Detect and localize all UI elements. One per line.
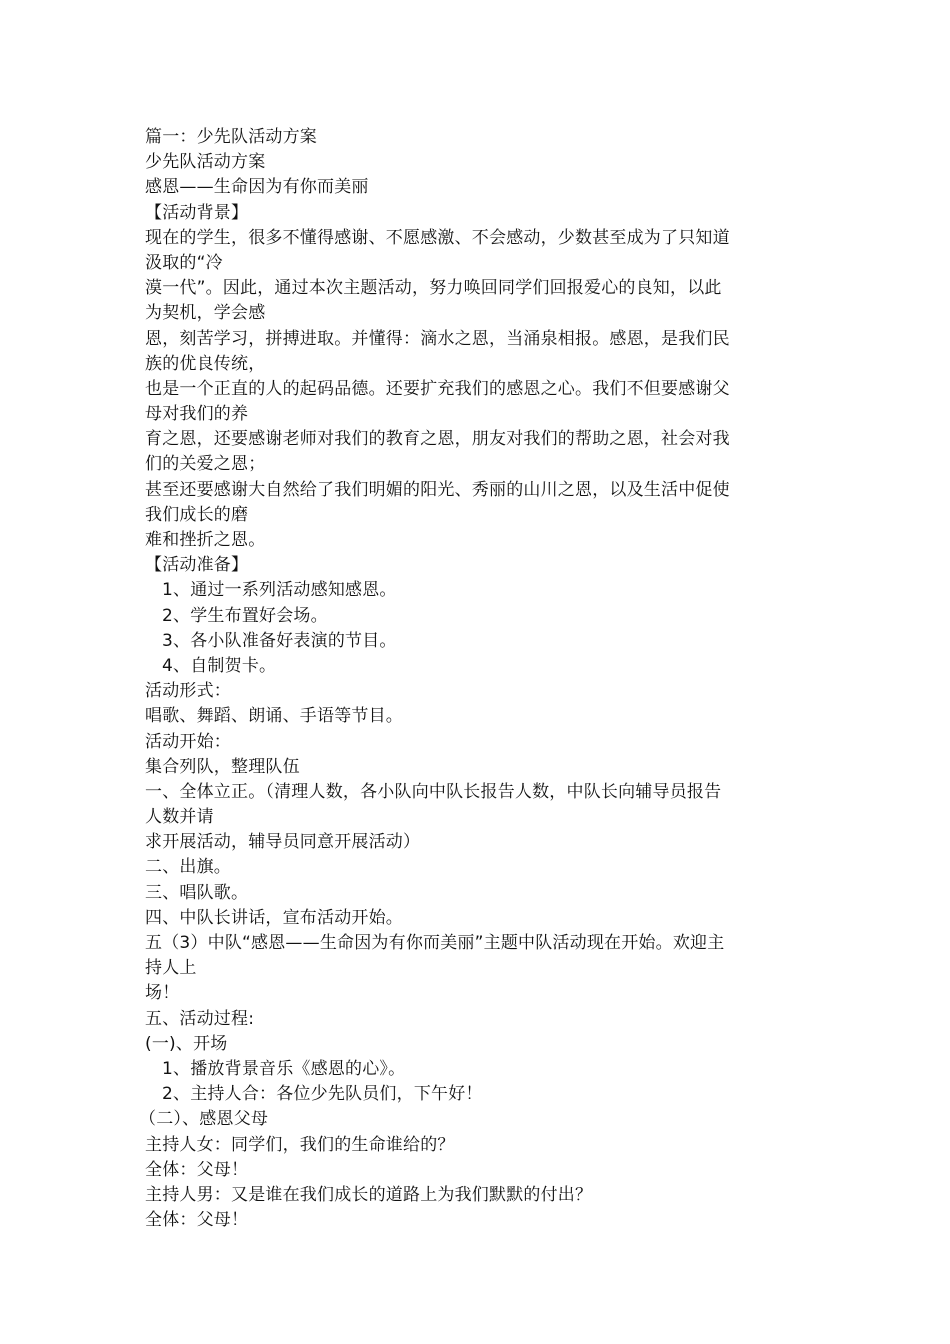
paragraph-line: 汲取的“冷: [145, 252, 223, 273]
paragraph-line: 集合列队，整理队伍: [145, 756, 300, 777]
paragraph-line: 四、中队长讲话，宣布活动开始。: [145, 907, 403, 928]
dialogue-line: 主持人男：又是谁在我们成长的道路上为我们默默的付出？: [145, 1184, 593, 1205]
list-item: 4、自制贺卡。: [162, 655, 277, 676]
paragraph-line: 为契机，学会感: [145, 303, 266, 324]
section-label-format: 活动形式：: [145, 681, 231, 702]
doc-title: 少先队活动方案: [145, 152, 266, 173]
paragraph-line: 甚至还要感谢大自然给了我们明媚的阳光、秀丽的山川之恩，以及生活中促使: [145, 479, 730, 500]
section-label-process: 五、活动过程:: [145, 1008, 255, 1029]
paragraph-line: 三、唱队歌。: [145, 882, 249, 903]
doc-subtitle: 感恩——生命因为有你而美丽: [145, 177, 369, 198]
subsection-heading: （二）、感恩父母: [139, 1109, 269, 1130]
paragraph-line: 育之恩，还要感谢老师对我们的教育之恩，朋友对我们的帮助之恩，社会对我: [145, 429, 730, 450]
subsection-heading: (一)、开场: [145, 1033, 228, 1054]
paragraph-line: 唱歌、舞蹈、朗诵、手语等节目。: [145, 706, 403, 727]
dialogue-line: 全体：父母！: [145, 1210, 249, 1231]
dialogue-line: 主持人女：同学们，我们的生命谁给的？: [145, 1134, 455, 1155]
paragraph-line: 一、全体立正。（清理人数，各小队向中队长报告人数，中队长向辅导员报告: [145, 781, 722, 802]
paragraph-line: 恩，刻苦学习，拼搏进取。并懂得：滴水之恩，当涌泉相报。感恩，是我们民: [145, 328, 730, 349]
list-item: 1、通过一系列活动感知感恩。: [162, 580, 397, 601]
paragraph-line: 五（3）中队“感恩——生命因为有你而美丽”主题中队活动现在开始。欢迎主: [145, 933, 725, 953]
paragraph-line: 人数并请: [145, 807, 214, 828]
paragraph-line: 持人上: [145, 958, 197, 979]
paragraph-line: 漠一代”。因此，通过本次主题活动，努力唤回同学们回报爱心的良知，以此: [145, 278, 722, 299]
list-item: 2、主持人合：各位少先队员们，下午好！: [162, 1084, 483, 1105]
paragraph-line: 难和挫折之恩。: [145, 530, 266, 550]
section-label-start: 活动开始：: [145, 731, 231, 752]
paragraph-line: 二、出旗。: [145, 857, 231, 878]
paragraph-line: 求开展活动，辅导员同意开展活动）: [145, 832, 421, 853]
paragraph-line: 现在的学生，很多不懂得感谢、不愿感激、不会感动，少数甚至成为了只知道: [145, 227, 730, 248]
paragraph-line: 我们成长的磨: [145, 504, 249, 525]
paragraph-line: 族的优良传统，: [145, 353, 266, 374]
section-heading-background: 【活动背景】: [145, 202, 249, 223]
paragraph-line: 也是一个正直的人的起码品德。还要扩充我们的感恩之心。我们不但要感谢父: [145, 378, 730, 399]
paragraph-line: 场！: [145, 983, 180, 1004]
doc-heading: 篇一：少先队活动方案: [145, 127, 317, 147]
list-item: 3、各小队准备好表演的节目。: [162, 630, 397, 651]
dialogue-line: 全体：父母！: [145, 1159, 249, 1180]
section-heading-preparation: 【活动准备】: [145, 555, 249, 576]
paragraph-line: 母对我们的养: [145, 404, 249, 425]
document-body: [139, 125, 815, 1233]
paragraph-line: 们的关爱之恩；: [145, 454, 266, 475]
list-item: 2、学生布置好会场。: [162, 605, 328, 626]
list-item: 1、播放背景音乐《感恩的心》。: [162, 1058, 406, 1079]
